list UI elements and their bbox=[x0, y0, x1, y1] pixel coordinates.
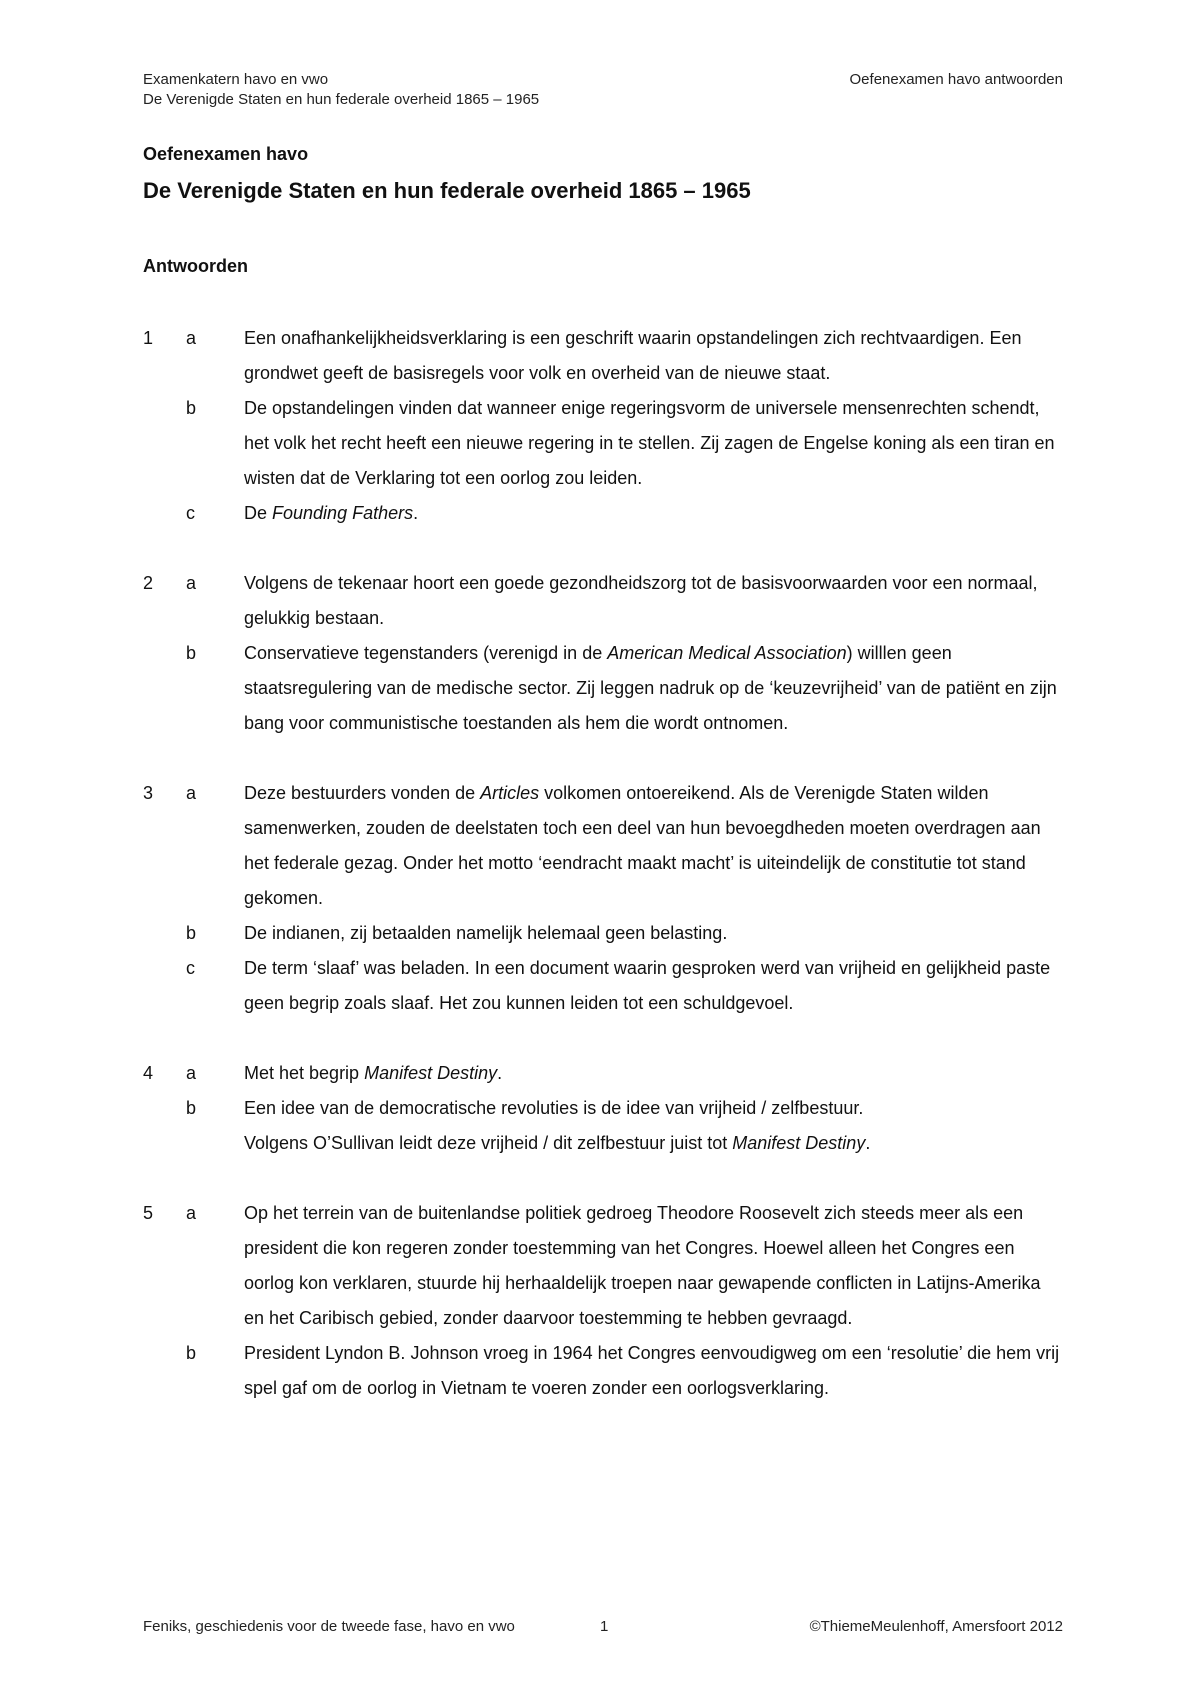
question-4 bbox=[143, 1056, 1063, 1161]
part-label: a bbox=[186, 328, 197, 348]
answer-2a bbox=[143, 566, 1063, 636]
text-segment: Op het terrein van de buitenlandse politiek gedroeg Theodore Roosevelt zich steeds meer als een president die kon regeren zonder toestemming van het Congres. Hoewel alleen het Congres een oorlog kon verklaren, stuurde hij herhaaldelijk troepen naar gewapende conflicten in Latijns-Amerika en het Caribisch gebied, zonder daarvoor toestemming te hebben gevraagd. bbox=[244, 1203, 1041, 1328]
text-segment: Volgens O’Sullivan leidt deze vrijheid / dit zelfbestuur juist tot bbox=[244, 1133, 733, 1153]
header-topic-title: De Verenigde Staten en hun federale overheid 1865 – 1965 bbox=[143, 91, 540, 108]
text-segment: De indianen, zij betaalden namelijk helemaal geen belasting. bbox=[244, 923, 728, 943]
text-segment: ) willlen geen staatsregulering van de medische sector. Zij leggen nadruk op de ‘keuzevrijheid’ van de patiënt en zijn bang voor communistische toestanden als hem die wordt ontnomen. bbox=[244, 643, 1057, 733]
page-footer bbox=[143, 1617, 1063, 1637]
part-label: b bbox=[186, 1098, 197, 1118]
question-number bbox=[143, 1336, 186, 1406]
text-segment: volkomen ontoereikend. Als de Verenigde Staten wilden samenwerken, zouden de deelstaten toch een deel van hun bevoegdheden moeten overdragen aan het federale gezag. Onder het motto ‘eendracht maakt macht’ is uiteindelijk de constitutie tot stand gekomen. bbox=[244, 783, 1041, 908]
footer-book-title: Feniks, geschiedenis voor de tweede fase, havo en vwo bbox=[143, 1618, 515, 1635]
text-segment: Een idee van de democratische revoluties is de idee van vrijheid / zelfbestuur. bbox=[244, 1098, 864, 1118]
section-title-answers: Antwoorden bbox=[143, 256, 248, 276]
italic-term: Articles bbox=[480, 783, 540, 803]
part-label: c bbox=[186, 503, 195, 523]
question-number: 1 bbox=[143, 328, 154, 348]
part-label: c bbox=[186, 958, 195, 978]
text-segment: President Lyndon B. Johnson vroeg in 1964 het Congres eenvoudigweg om een ‘resolutie’ die hem vrij spel gaf om de oorlog in Vietnam te voeren zonder een oorlogsverklaring. bbox=[244, 1343, 1060, 1398]
question-2 bbox=[143, 566, 1063, 741]
text-segment: Een onafhankelijkheidsverklaring is een geschrift waarin opstandelingen zich rechtvaardigen. Een grondwet geeft de basisregels voor volk en overheid van de nieuwe staat. bbox=[244, 328, 1022, 383]
answer-text bbox=[244, 1056, 1063, 1091]
text-segment: . bbox=[413, 503, 419, 523]
question-1 bbox=[143, 321, 1063, 531]
question-number bbox=[143, 1091, 186, 1161]
header-series-title: Examenkatern havo en vwo bbox=[143, 71, 329, 88]
italic-term: Manifest Destiny bbox=[732, 1133, 866, 1153]
answer-text bbox=[244, 321, 1063, 391]
page-title: De Verenigde Staten en hun federale overheid 1865 – 1965 bbox=[143, 178, 751, 203]
header-document-type: Oefenexamen havo antwoorden bbox=[849, 71, 1063, 88]
answers-list bbox=[143, 321, 1063, 1441]
answer-1a bbox=[143, 321, 1063, 391]
text-segment: De bbox=[244, 503, 273, 523]
question-number: 3 bbox=[143, 783, 154, 803]
part-label: a bbox=[186, 1203, 197, 1223]
question-number bbox=[143, 916, 186, 951]
answer-text bbox=[244, 776, 1063, 916]
text-segment: De opstandelingen vinden dat wanneer enige regeringsvorm de universele mensenrechten schendt, het volk het recht heeft een nieuwe regering in te stellen. Zij zagen de Engelse koning als een tiran en wisten dat de Verklaring tot een oorlog zou leiden. bbox=[244, 398, 1055, 488]
answer-text bbox=[244, 496, 1063, 531]
answer-4a bbox=[143, 1056, 1063, 1091]
part-label: b bbox=[186, 398, 197, 418]
question-3 bbox=[143, 776, 1063, 1021]
answer-3c bbox=[143, 951, 1063, 1021]
answer-1c bbox=[143, 496, 1063, 531]
question-number: 5 bbox=[143, 1203, 154, 1223]
italic-term: Founding Fathers bbox=[272, 503, 414, 523]
text-segment: Met het begrip bbox=[244, 1063, 365, 1083]
answer-4b bbox=[143, 1091, 1063, 1161]
answer-text bbox=[244, 1196, 1063, 1336]
question-number bbox=[143, 391, 186, 496]
answer-text bbox=[244, 1091, 1063, 1161]
text-segment: Deze bestuurders vonden de bbox=[244, 783, 481, 803]
italic-term: Manifest Destiny bbox=[364, 1063, 498, 1083]
answer-2b bbox=[143, 636, 1063, 741]
answer-text bbox=[244, 566, 1063, 636]
page-number: 1 bbox=[600, 1618, 609, 1635]
answer-text bbox=[244, 1336, 1063, 1406]
italic-term: American Medical Association bbox=[607, 643, 847, 663]
footer-copyright: ©ThiemeMeulenhoff, Amersfoort 2012 bbox=[809, 1618, 1063, 1635]
text-segment: De term ‘slaaf’ was beladen. In een document waarin gesproken werd van vrijheid en gelijkheid paste geen begrip zoals slaaf. Het zou kunnen leiden tot een schuldgevoel. bbox=[244, 958, 1051, 1013]
answer-3b bbox=[143, 916, 1063, 951]
answer-text bbox=[244, 916, 1063, 951]
part-label: a bbox=[186, 1063, 197, 1083]
answer-5b bbox=[143, 1336, 1063, 1406]
question-number bbox=[143, 636, 186, 741]
exam-subtitle: Oefenexamen havo bbox=[143, 144, 309, 164]
part-label: b bbox=[186, 923, 197, 943]
question-number bbox=[143, 496, 186, 531]
part-label: b bbox=[186, 643, 197, 663]
answer-text bbox=[244, 951, 1063, 1021]
answer-3a bbox=[143, 776, 1063, 916]
question-number: 2 bbox=[143, 573, 154, 593]
part-label: a bbox=[186, 783, 197, 803]
question-number bbox=[143, 951, 186, 1021]
answer-1b bbox=[143, 391, 1063, 496]
question-number: 4 bbox=[143, 1063, 154, 1083]
question-5 bbox=[143, 1196, 1063, 1406]
text-segment: Conservatieve tegenstanders (verenigd in de bbox=[244, 643, 608, 663]
text-segment: . bbox=[865, 1133, 871, 1153]
answer-text bbox=[244, 391, 1063, 496]
text-segment: Volgens de tekenaar hoort een goede gezondheidszorg tot de basisvoorwaarden voor een normaal, gelukkig bestaan. bbox=[244, 573, 1038, 628]
page-header bbox=[143, 70, 1063, 110]
title-block bbox=[143, 142, 1063, 206]
answer-5a bbox=[143, 1196, 1063, 1336]
answer-text bbox=[244, 636, 1063, 741]
text-segment: . bbox=[497, 1063, 503, 1083]
part-label: a bbox=[186, 573, 197, 593]
part-label: b bbox=[186, 1343, 197, 1363]
